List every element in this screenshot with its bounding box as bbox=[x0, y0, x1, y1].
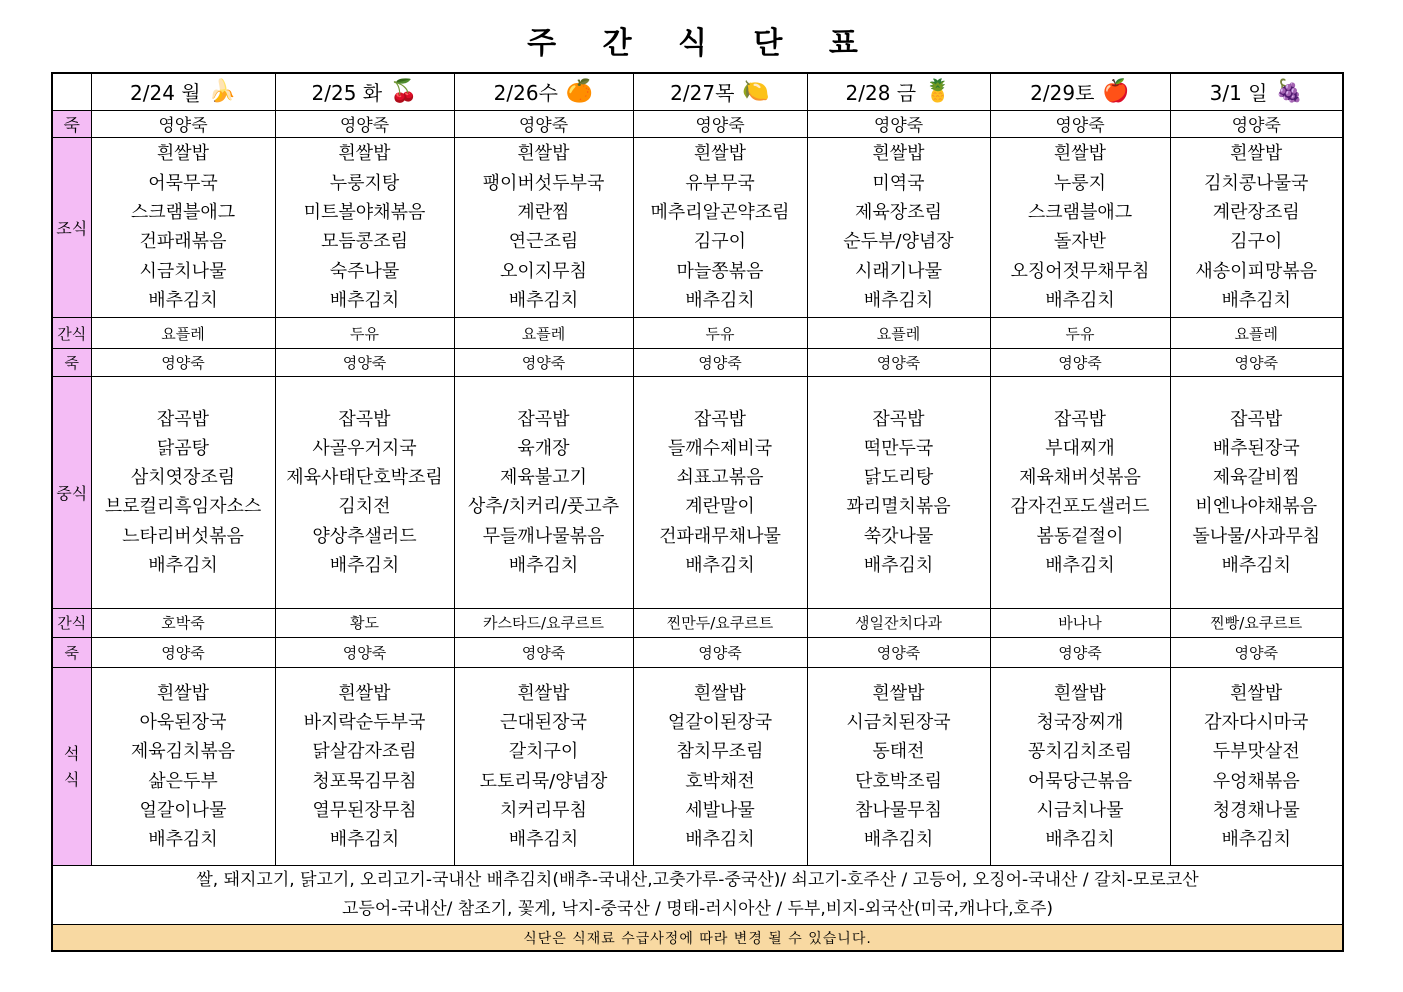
snack-cell: 두유 bbox=[633, 318, 807, 349]
breakfast-cell bbox=[275, 137, 454, 317]
lunch-porridge-row bbox=[52, 349, 1343, 377]
porridge-cell: 영양죽 bbox=[807, 349, 990, 377]
menu-item: 감자건포도샐러드 bbox=[1010, 496, 1150, 518]
snack-cell: 찐만두/요쿠르트 bbox=[633, 608, 807, 637]
menu-item: 양상추샐러드 bbox=[312, 525, 417, 547]
porridge-cell: 영양죽 bbox=[91, 637, 275, 667]
menu-item: 근대된장국 bbox=[500, 711, 587, 733]
dinner-cell bbox=[990, 667, 1170, 865]
menu-item: 김치콩나물국 bbox=[1204, 172, 1309, 194]
menu-item: 시금치나물 bbox=[1036, 799, 1124, 821]
origin-line-2: 고등어-국내산/ 참조기, 꽃게, 낙지-중국산 / 명태-러시아산 / 두부,비지-외국산(미국,캐나다,호주) bbox=[341, 899, 1054, 920]
menu-item: 얼갈이나물 bbox=[139, 799, 227, 821]
lunch-cell bbox=[990, 377, 1170, 609]
snack-cell: 두유 bbox=[275, 318, 454, 349]
menu-item: 배추김치 bbox=[148, 289, 218, 311]
menu-item: 순두부/양념장 bbox=[843, 231, 954, 253]
porridge-cell: 영양죽 bbox=[454, 349, 633, 377]
menu-item: 배추김치 bbox=[1045, 829, 1115, 851]
menu-item: 오징어젓무채무침 bbox=[1010, 260, 1150, 282]
menu-item: 잡곡밥 bbox=[156, 408, 210, 430]
menu-item: 상추/치커리/풋고추 bbox=[467, 496, 620, 518]
menu-item: 열무된장무침 bbox=[312, 799, 417, 821]
snack-cell: 카스타드/요쿠르트 bbox=[454, 608, 633, 637]
menu-item: 미역국 bbox=[872, 172, 925, 194]
label-porridge: 죽 bbox=[52, 637, 91, 667]
porridge-cell: 영양죽 bbox=[990, 637, 1170, 667]
day-date: 2/29토 bbox=[1030, 81, 1095, 106]
porridge-cell: 영양죽 bbox=[990, 349, 1170, 377]
day-header-content bbox=[494, 77, 594, 106]
menu-item: 모듬콩조림 bbox=[321, 231, 408, 253]
menu-item: 바지락순두부국 bbox=[303, 711, 426, 733]
day-date: 2/27목 bbox=[670, 81, 735, 106]
day-header-5 bbox=[990, 73, 1170, 110]
day-header-content bbox=[130, 77, 236, 106]
menu-item: 우엉채볶음 bbox=[1212, 770, 1300, 792]
menu-item: 잡곡밥 bbox=[693, 408, 747, 430]
page-title: 주 간 식 단 표 bbox=[527, 26, 876, 61]
menu-item: 건파래무채나물 bbox=[659, 525, 781, 547]
porridge-cell: 영양죽 bbox=[633, 349, 807, 377]
menu-item: 세발나물 bbox=[685, 799, 755, 821]
porridge-cell: 영양죽 bbox=[633, 110, 807, 137]
breakfast-porridge-row bbox=[52, 110, 1343, 137]
notice-text: 식단은 식재료 수급사정에 따라 변경 될 수 있습니다. bbox=[52, 925, 1343, 951]
cherry-icon: 🍒 bbox=[390, 78, 418, 104]
lemon-icon: 🍋 bbox=[742, 78, 770, 104]
menu-item: 청포묵김무침 bbox=[312, 770, 417, 792]
menu-item: 흰쌀밥 bbox=[693, 143, 747, 165]
menu-item: 시래기나물 bbox=[855, 260, 942, 282]
menu-item: 마늘쫑볶음 bbox=[676, 260, 764, 282]
porridge-cell: 영양죽 bbox=[91, 110, 275, 137]
menu-item: 봄동겉절이 bbox=[1036, 525, 1124, 547]
menu-item: 어묵무국 bbox=[148, 172, 218, 194]
snack-cell: 두유 bbox=[990, 318, 1170, 349]
menu-item: 누룽지 bbox=[1053, 172, 1107, 194]
origin-info bbox=[52, 866, 1343, 925]
menu-item: 팽이버섯두부국 bbox=[482, 172, 605, 194]
day-header-3 bbox=[633, 73, 807, 110]
porridge-cell: 영양죽 bbox=[454, 637, 633, 667]
menu-item: 흰쌀밥 bbox=[872, 143, 925, 165]
menu-item: 잡곡밥 bbox=[338, 408, 391, 430]
menu-item: 단호박조림 bbox=[855, 770, 942, 792]
menu-item: 배추김치 bbox=[508, 829, 579, 851]
menu-item: 흰쌀밥 bbox=[1230, 682, 1283, 704]
menu-item: 배추김치 bbox=[863, 829, 934, 851]
menu-item: 잡곡밥 bbox=[1230, 408, 1283, 430]
menu-item: 배추김치 bbox=[685, 555, 755, 576]
menu-item: 배추김치 bbox=[329, 289, 400, 311]
menu-item: 참치무조림 bbox=[676, 741, 764, 763]
menu-item: 브로컬리흑임자소스 bbox=[104, 496, 262, 518]
menu-item: 꽈리멸치볶음 bbox=[846, 496, 951, 518]
dinner-porridge-row bbox=[52, 637, 1343, 667]
menu-item: 청국장찌개 bbox=[1036, 711, 1124, 733]
menu-item: 들깨수제비국 bbox=[667, 437, 773, 459]
menu-item: 계란말이 bbox=[685, 496, 755, 518]
menu-item: 흰쌀밥 bbox=[338, 143, 391, 165]
menu-item: 사골우거지국 bbox=[312, 437, 417, 459]
dinner-cell bbox=[1170, 667, 1343, 865]
dinner-cell bbox=[91, 667, 275, 865]
porridge-cell: 영양죽 bbox=[454, 110, 633, 137]
lunch-cell bbox=[807, 377, 990, 609]
porridge-cell: 영양죽 bbox=[990, 110, 1170, 137]
day-header-2 bbox=[454, 73, 633, 110]
menu-item: 닭도리탕 bbox=[863, 467, 934, 489]
menu-item: 치커리무침 bbox=[500, 799, 587, 821]
menu-item: 돌자반 bbox=[1053, 231, 1107, 253]
breakfast-cell bbox=[91, 137, 275, 317]
menu-item: 흰쌀밥 bbox=[1053, 143, 1107, 165]
menu-item: 떡만두국 bbox=[863, 437, 934, 459]
lunch-cell bbox=[1170, 377, 1343, 609]
corner-cell bbox=[52, 73, 91, 110]
menu-item: 시금치나물 bbox=[139, 260, 227, 282]
menu-item: 미트볼야채볶음 bbox=[303, 202, 426, 224]
menu-item: 건파래볶음 bbox=[139, 231, 227, 253]
menu-item: 누룽지탕 bbox=[329, 172, 400, 194]
snack-cell: 요플레 bbox=[807, 318, 990, 349]
menu-item: 제육갈비찜 bbox=[1212, 467, 1300, 489]
snack-cell: 요플레 bbox=[1170, 318, 1343, 349]
label-snack: 간식 bbox=[52, 318, 91, 349]
lunch-cell bbox=[91, 377, 275, 609]
orange-icon: 🍊 bbox=[565, 78, 594, 104]
breakfast-row bbox=[52, 137, 1343, 317]
day-date: 2/24 월 bbox=[130, 81, 201, 106]
dinner-cell bbox=[633, 667, 807, 865]
label-porridge: 죽 bbox=[52, 349, 91, 377]
menu-item: 참나물무침 bbox=[855, 799, 942, 821]
porridge-cell: 영양죽 bbox=[275, 110, 454, 137]
menu-item: 제육채버섯볶음 bbox=[1019, 467, 1141, 489]
menu-item: 흰쌀밥 bbox=[156, 143, 210, 165]
menu-item: 느타리버섯볶음 bbox=[122, 525, 244, 547]
menu-item: 계란찜 bbox=[517, 202, 570, 224]
menu-item: 돌나물/사과무침 bbox=[1192, 525, 1321, 547]
porridge-cell: 영양죽 bbox=[1170, 637, 1343, 667]
menu-item: 메추리알곤약조림 bbox=[650, 202, 790, 224]
label-dinner bbox=[52, 667, 91, 865]
porridge-cell: 영양죽 bbox=[1170, 110, 1343, 137]
menu-item: 배추김치 bbox=[863, 555, 934, 576]
day-header-content bbox=[312, 77, 418, 106]
day-date: 2/28 금 bbox=[845, 81, 917, 106]
menu-item: 아욱된장국 bbox=[139, 711, 227, 733]
breakfast-cell bbox=[633, 137, 807, 317]
label-porridge: 죽 bbox=[52, 110, 91, 137]
porridge-cell: 영양죽 bbox=[1170, 349, 1343, 377]
menu-item: 도토리묵/양념장 bbox=[479, 770, 608, 792]
day-header-content bbox=[846, 77, 952, 106]
menu-item: 배추김치 bbox=[508, 289, 579, 311]
breakfast-cell bbox=[807, 137, 990, 317]
label-snack: 간식 bbox=[52, 608, 91, 637]
menu-item: 배추김치 bbox=[1221, 555, 1292, 576]
day-date: 3/1 일 bbox=[1209, 81, 1268, 106]
menu-item: 배추김치 bbox=[685, 829, 755, 851]
weekly-menu-table bbox=[51, 72, 1344, 952]
menu-item: 제육불고기 bbox=[500, 467, 587, 489]
day-header-0 bbox=[91, 73, 275, 110]
menu-item: 제육사태단호박조림 bbox=[286, 467, 443, 489]
menu-item: 잡곡밥 bbox=[872, 408, 925, 430]
menu-item: 시금치된장국 bbox=[846, 711, 951, 733]
dinner-cell bbox=[807, 667, 990, 865]
menu-item: 흰쌀밥 bbox=[517, 682, 570, 704]
menu-item: 숙주나물 bbox=[329, 260, 400, 282]
menu-item: 배추김치 bbox=[863, 289, 934, 311]
grape-icon: 🍇 bbox=[1275, 78, 1303, 104]
menu-item: 쇠표고볶음 bbox=[676, 467, 764, 489]
porridge-cell: 영양죽 bbox=[91, 349, 275, 377]
porridge-cell: 영양죽 bbox=[807, 637, 990, 667]
dinner-cell bbox=[454, 667, 633, 865]
menu-item: 배추김치 bbox=[148, 829, 218, 851]
menu-item: 흰쌀밥 bbox=[1230, 143, 1283, 165]
menu-item: 김구이 bbox=[1230, 231, 1283, 253]
snack-cell: 찐빵/요쿠르트 bbox=[1170, 608, 1343, 637]
breakfast-cell bbox=[454, 137, 633, 317]
menu-item: 잡곡밥 bbox=[517, 408, 570, 430]
menu-item: 배추김치 bbox=[508, 555, 579, 576]
menu-item: 무들깨나물볶음 bbox=[482, 525, 605, 547]
snack-cell: 요플레 bbox=[91, 318, 275, 349]
menu-item: 감자다시마국 bbox=[1204, 711, 1309, 733]
menu-item: 닭살감자조림 bbox=[312, 741, 417, 763]
menu-item: 스크램블애그 bbox=[130, 202, 236, 224]
menu-item: 배추김치 bbox=[685, 289, 755, 311]
header-row bbox=[52, 73, 1343, 110]
breakfast-cell bbox=[1170, 137, 1343, 317]
snack-cell: 요플레 bbox=[454, 318, 633, 349]
morning-snack-row bbox=[52, 318, 1343, 349]
menu-item: 닭곰탕 bbox=[156, 437, 210, 459]
day-header-content bbox=[1210, 77, 1303, 106]
dinner-row bbox=[52, 667, 1343, 865]
menu-item: 계란장조림 bbox=[1212, 202, 1300, 224]
menu-item: 흰쌀밥 bbox=[872, 682, 925, 704]
menu-item: 두부맛살전 bbox=[1212, 741, 1300, 763]
day-date: 2/25 화 bbox=[311, 81, 383, 106]
snack-cell: 생일잔치다과 bbox=[807, 608, 990, 637]
label-dinner-1: 석 bbox=[64, 743, 80, 763]
menu-item: 청경채나물 bbox=[1212, 799, 1300, 821]
menu-item: 배추김치 bbox=[1221, 829, 1292, 851]
porridge-cell: 영양죽 bbox=[275, 349, 454, 377]
menu-item: 잡곡밥 bbox=[1053, 408, 1107, 430]
menu-item: 김구이 bbox=[693, 231, 747, 253]
menu-item: 얼갈이된장국 bbox=[667, 711, 773, 733]
banana-icon: 🍌 bbox=[208, 78, 236, 104]
notice-row bbox=[52, 925, 1343, 951]
menu-item: 배추김치 bbox=[1045, 289, 1115, 311]
menu-item: 배추된장국 bbox=[1212, 437, 1300, 459]
menu-item: 어묵당근볶음 bbox=[1027, 770, 1133, 792]
label-breakfast: 조식 bbox=[52, 137, 91, 317]
menu-item: 육개장 bbox=[517, 437, 570, 459]
menu-item: 배추김치 bbox=[148, 555, 218, 576]
apple-icon: 🍎 bbox=[1102, 78, 1130, 104]
menu-item: 제육김치볶음 bbox=[130, 741, 236, 763]
menu-item: 흰쌀밥 bbox=[1053, 682, 1107, 704]
day-date: 2/26수 bbox=[493, 81, 558, 106]
snack-cell: 바나나 bbox=[990, 608, 1170, 637]
menu-item: 부대찌개 bbox=[1045, 437, 1115, 459]
menu-item: 유부무국 bbox=[685, 172, 755, 194]
snack-cell: 황도 bbox=[275, 608, 454, 637]
menu-item: 오이지무침 bbox=[500, 260, 587, 282]
menu-item: 흰쌀밥 bbox=[338, 682, 391, 704]
menu-item: 삶은두부 bbox=[148, 770, 218, 792]
afternoon-snack-row bbox=[52, 608, 1343, 637]
menu-item: 흰쌀밥 bbox=[693, 682, 747, 704]
menu-item: 꽁치김치조림 bbox=[1027, 741, 1133, 763]
menu-item: 동태전 bbox=[872, 741, 925, 763]
menu-item: 흰쌀밥 bbox=[156, 682, 210, 704]
menu-item: 쑥갓나물 bbox=[863, 525, 934, 547]
lunch-row bbox=[52, 377, 1343, 609]
menu-item: 스크램블애그 bbox=[1027, 202, 1133, 224]
breakfast-cell bbox=[990, 137, 1170, 317]
day-header-1 bbox=[275, 73, 454, 110]
origin-line-1: 쌀, 돼지고기, 닭고기, 오리고기-국내산 배추김치(배추-국내산,고춧가루-중국산)/ 쇠고기-호주산 / 고등어, 오징어-국내산 / 갈치-모로코산 bbox=[196, 870, 1199, 891]
pineapple-icon: 🍍 bbox=[924, 78, 952, 104]
menu-item: 배추김치 bbox=[329, 829, 400, 851]
day-header-content bbox=[670, 77, 770, 106]
snack-cell: 호박죽 bbox=[91, 608, 275, 637]
lunch-cell bbox=[633, 377, 807, 609]
menu-item: 배추김치 bbox=[329, 555, 400, 576]
menu-item: 비엔나야채볶음 bbox=[1195, 496, 1318, 518]
menu-item: 삼치엿장조림 bbox=[130, 467, 236, 489]
porridge-cell: 영양죽 bbox=[275, 637, 454, 667]
porridge-cell: 영양죽 bbox=[807, 110, 990, 137]
day-header-6 bbox=[1170, 73, 1343, 110]
menu-item: 배추김치 bbox=[1045, 555, 1115, 576]
dinner-cell bbox=[275, 667, 454, 865]
lunch-cell bbox=[275, 377, 454, 609]
label-lunch: 중식 bbox=[52, 377, 91, 609]
menu-item: 배추김치 bbox=[1221, 289, 1292, 311]
origin-row bbox=[52, 866, 1343, 925]
lunch-cell bbox=[454, 377, 633, 609]
menu-item: 연근조림 bbox=[508, 231, 579, 253]
menu-item: 김치전 bbox=[338, 496, 391, 518]
menu-item: 갈치구이 bbox=[508, 741, 579, 763]
porridge-cell: 영양죽 bbox=[633, 637, 807, 667]
menu-item: 흰쌀밥 bbox=[517, 143, 570, 165]
menu-item: 새송이피망볶음 bbox=[1195, 260, 1318, 282]
label-dinner-2: 식 bbox=[64, 769, 80, 789]
menu-item: 호박채전 bbox=[685, 770, 755, 792]
day-header-content bbox=[1030, 77, 1130, 106]
day-header-4 bbox=[807, 73, 990, 110]
menu-item: 제육장조림 bbox=[855, 202, 942, 224]
